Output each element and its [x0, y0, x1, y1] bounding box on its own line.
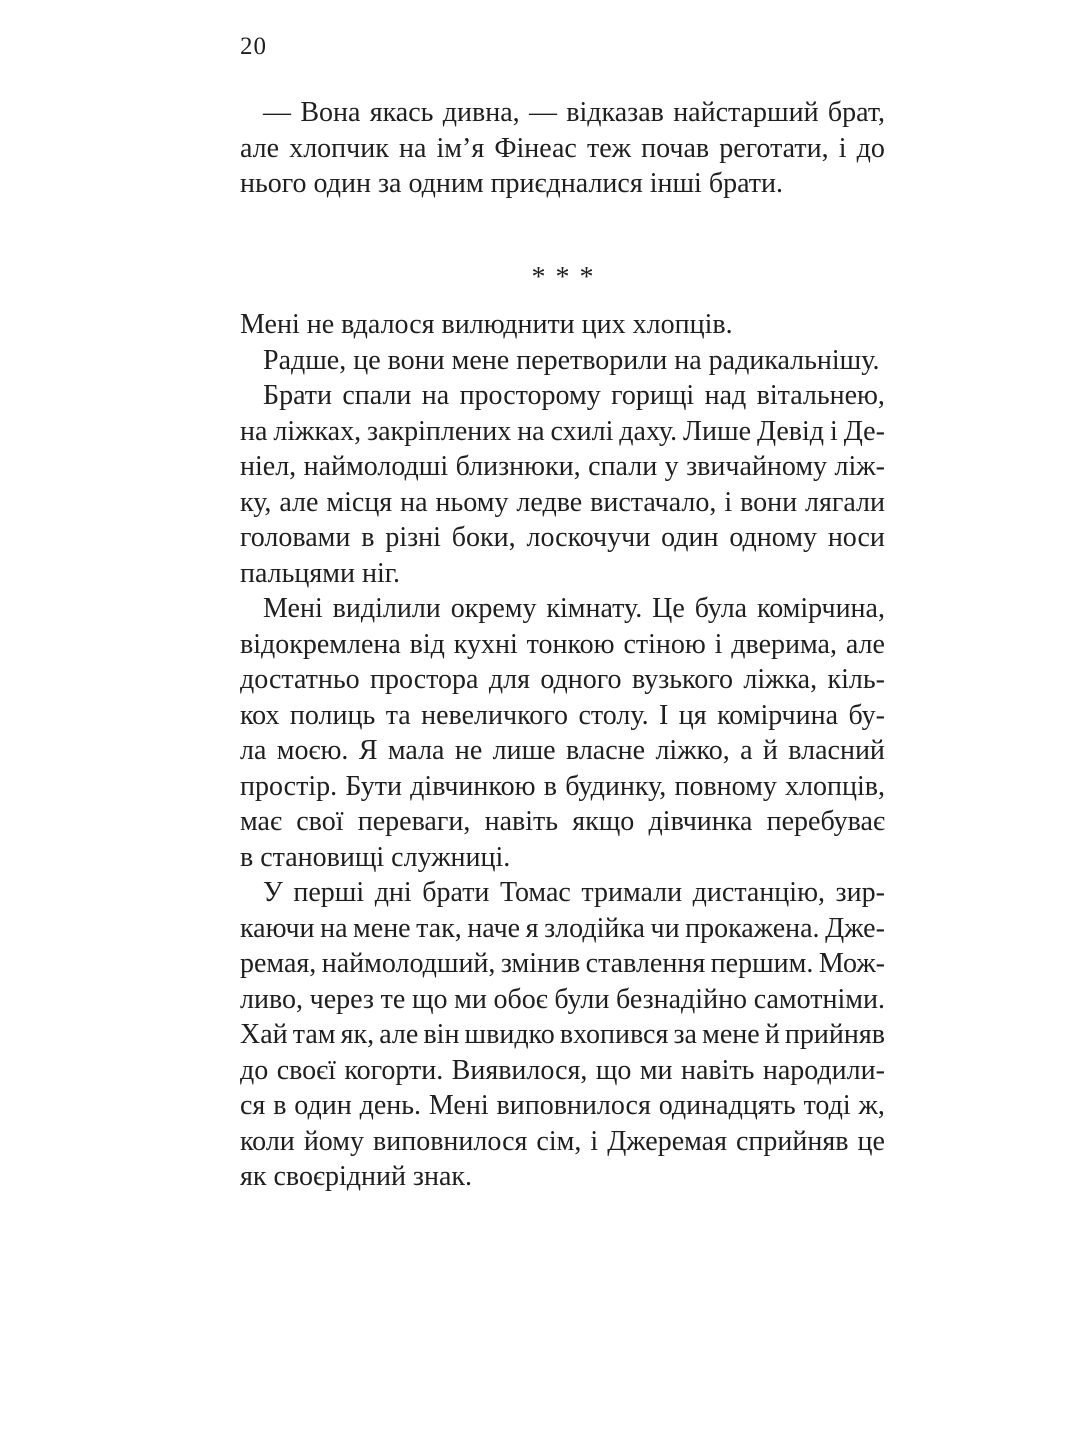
text-line: простір. Бути дівчинкою в будинку, повному хлопців, [240, 770, 885, 802]
text-line: ливо, через те що ми обоє були безнадійно самотніми. [240, 983, 885, 1015]
text-line: Мені не вдалося вилюднити цих хлопців. [240, 309, 733, 340]
text-line: Мені виділили окрему кімнату. Це була комірчина, [263, 593, 885, 624]
text-line: має свої переваги, навіть якщо дівчинка перебуває [240, 806, 885, 837]
page-text-block [240, 95, 885, 1195]
text-line: кох полиць та невеличкого столу. І ця комірчина бу- [240, 699, 885, 731]
text-line: — Вона якась дивна, — відказав найстарший брат, [263, 97, 885, 128]
text-line: ся в один день. Мені виповнилося одинадцять тоді ж, [240, 1090, 885, 1121]
text-line: Радше, це вони мене перетворили на радикальнішу. [263, 344, 880, 376]
section-separator: * * * [531, 261, 594, 293]
text-line: на ліжках, закріплених на схилі даху. Лише Девід і Де- [240, 415, 885, 447]
text-line: в становищі служниці. [240, 841, 511, 873]
text-line: ла моєю. Я мала не лише власне ліжко, а й власний [240, 735, 885, 766]
text-line: ку, але місця на ньому ледве вистачало, і вони лягали [240, 486, 885, 518]
text-line: каючи на мене так, наче я злодійка чи прокажена. Дже- [240, 912, 885, 944]
text-line: ремая, наймолодший, змінив ставлення першим. Мож- [240, 948, 885, 979]
text-line: Хай там як, але він швидко вхопився за мене й прийняв [240, 1019, 885, 1050]
text-line: але хлопчик на ім’я Фінеас теж почав реготати, і до [240, 132, 885, 164]
text-line: нього один за одним приєдналися інші брати. [240, 168, 783, 199]
text-line: головами в різні боки, лоскочучи один одному носи [240, 522, 885, 553]
text-line: до своєї когорти. Виявилося, що ми навіть народили- [240, 1054, 885, 1086]
text-line: ніел, наймолодші близнюки, спали у звичайному ліж- [240, 451, 885, 482]
text-line: коли йому виповнилося сім, і Джеремая сприйняв це [240, 1125, 885, 1157]
text-line: як своєрідний знак. [240, 1161, 473, 1192]
text-line: відокремлена від кухні тонкою стіною і дверима, але [240, 628, 885, 660]
text-line: достатньо простора для одного вузького ліжка, кіль- [240, 664, 885, 695]
text-line: Брати спали на просторому горищі над вітальнею, [263, 380, 885, 411]
text-line: У перші дні брати Томас тримали дистанцію, зир- [263, 877, 885, 908]
text-line: пальцями ніг. [240, 557, 401, 589]
page-number: 20 [240, 33, 267, 60]
